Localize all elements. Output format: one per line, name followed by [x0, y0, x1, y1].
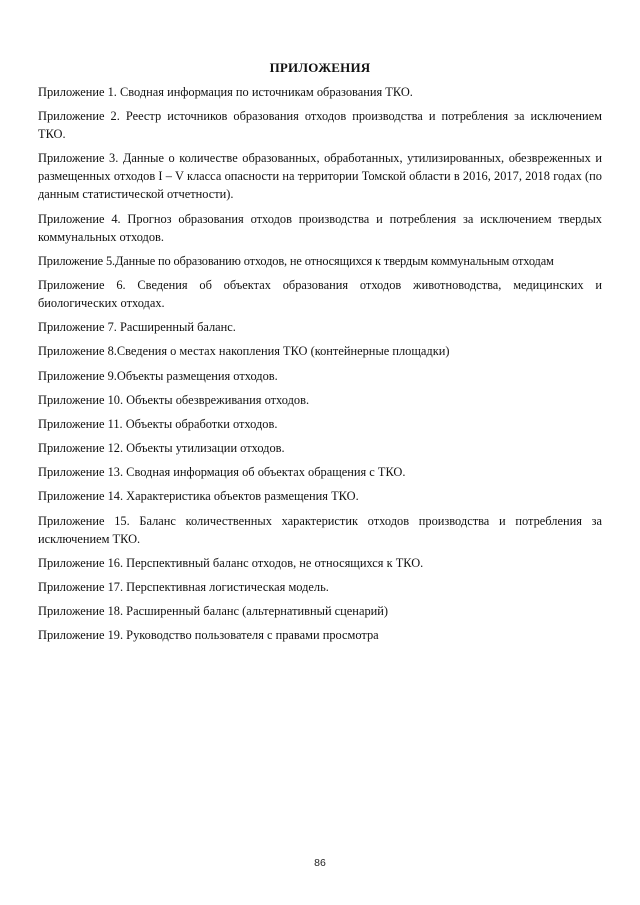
appendix-item-17: Приложение 17. Перспективная логистическая модель.	[38, 580, 329, 594]
appendix-item-14: Приложение 14. Характеристика объектов размещения ТКО.	[38, 489, 359, 504]
page-number: 86	[314, 857, 326, 869]
appendix-item-9: Приложение 9.Объекты размещения отходов.	[38, 368, 278, 383]
appendix-item-18: Приложение 18. Расширенный баланс (альтернативный сценарий)	[38, 604, 389, 619]
appendix-item-4: Приложение 4. Прогноз образования отходов производства и потребления за исключением твердых коммунальных отходов.	[38, 211, 602, 244]
appendix-list	[38, 83, 602, 651]
page-title: ПРИЛОЖЕНИЯ	[269, 60, 371, 75]
appendix-item-8: Приложение 8.Сведения о местах накопления ТКО (контейнерные площадки)	[38, 344, 450, 359]
appendix-item-10: Приложение 10. Объекты обезвреживания отходов.	[38, 392, 310, 407]
appendix-item-6: Приложение 6. Сведения об объектах образования отходов животноводства, медицинских и биологических отходах.	[38, 277, 602, 310]
appendix-item-16: Приложение 16. Перспективный баланс отходов, не относящихся к ТКО.	[38, 555, 424, 570]
appendix-item-1: Приложение 1. Сводная информация по источникам образования ТКО.	[38, 85, 413, 99]
appendix-item-3: Приложение 3. Данные о количестве образованных, обработанных, утилизированных, обезвреженных и размещенных отходов I – V класса опасности на территории Томской области в 2016, 2017, 2018 годах (по данным статистической отчетности).	[38, 151, 602, 202]
appendix-item-7: Приложение 7. Расширенный баланс.	[38, 320, 236, 335]
appendix-item-2: Приложение 2. Реестр источников образования отходов производства и потребления за исключением ТКО.	[38, 109, 602, 142]
appendix-item-5: Приложение 5.Данные по образованию отходов, не относящихся к твердым коммунальным отходам	[38, 253, 554, 268]
appendix-item-13: Приложение 13. Сводная информация об объектах обращения с ТКО.	[38, 465, 406, 480]
appendix-item-12: Приложение 12. Объекты утилизации отходов.	[38, 441, 285, 456]
appendix-item-11: Приложение 11. Объекты обработки отходов.	[38, 416, 278, 431]
appendix-item-15: Приложение 15. Баланс количественных характеристик отходов производства и потребления за исключением ТКО.	[38, 513, 602, 546]
appendix-item-19: Приложение 19. Руководство пользователя с правами просмотра	[38, 628, 379, 643]
